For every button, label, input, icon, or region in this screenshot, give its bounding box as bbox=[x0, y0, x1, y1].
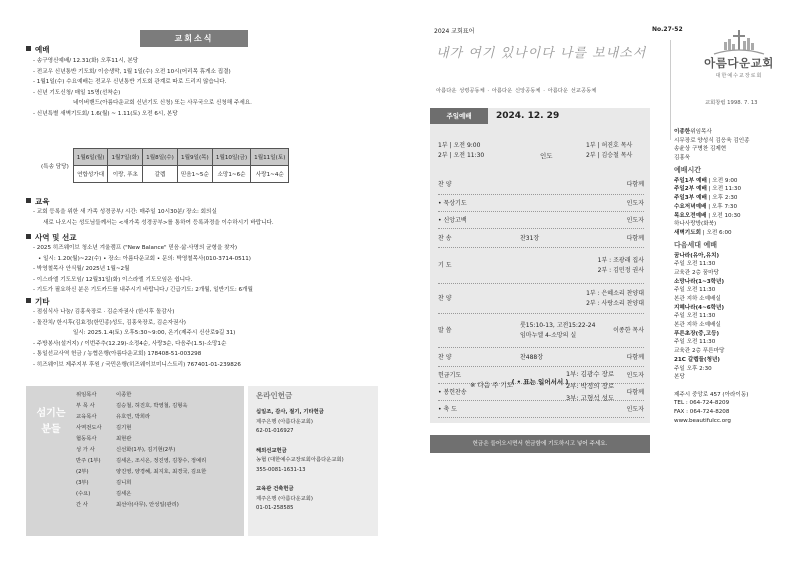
schedule-day: 1월6일(월) bbox=[73, 149, 108, 166]
side-line: 새벽기도회 | 오전 6:00 bbox=[674, 229, 732, 236]
order-row bbox=[438, 348, 644, 367]
prayer-label: ※ 다음 주 기도 bbox=[470, 381, 514, 389]
side-line: 주일 오전 11:30 bbox=[674, 313, 716, 320]
news-line: 일시: 2025.1.4(토) 오후5:30~9:00, 온기(제주시 신산로9길 31) bbox=[73, 330, 236, 337]
news-line: - 교회 등록을 위한 새 가족 성경공부/ 시간: 매주일 10시30분/ 장소: 회의실 bbox=[33, 209, 217, 215]
order-leader: 인도자 bbox=[626, 406, 644, 413]
order-leader: 인도자 bbox=[626, 200, 644, 207]
schedule-group: 믿음1~5순 bbox=[177, 166, 212, 183]
side-line: FAX : 064-724-8208 bbox=[674, 408, 730, 415]
schedule-day: 1월8일(수) bbox=[143, 149, 178, 166]
worship-date: 2024. 12. 29 bbox=[496, 111, 560, 121]
order-row bbox=[438, 284, 644, 314]
order-item: 말 씀 bbox=[438, 327, 452, 334]
staff-row: 교육목사 유호연, 박희라 bbox=[76, 414, 151, 420]
account-bank: 농협 (대한예수교장로회아름다운교회) bbox=[256, 457, 344, 463]
account-number: 62-01-016927 bbox=[256, 428, 294, 434]
order-item: • 축 도 bbox=[438, 406, 457, 413]
bulletin-number: No.27-52 bbox=[652, 26, 683, 33]
staff-row: 부 목 사 김승철, 허진호, 박영철, 김형욱 bbox=[76, 403, 188, 409]
account-number: 01-01-258585 bbox=[256, 505, 294, 511]
order-item: • 봉헌찬송 bbox=[438, 389, 467, 396]
news-line: - 주방봉사(설거지) / 이번주추(12.29)-소정4순, 사랑3순, 다음주(1.5)-소망1순 bbox=[33, 340, 227, 347]
staff-row: 사역전도사 김기현 bbox=[76, 425, 132, 431]
staff-list bbox=[76, 390, 244, 511]
news-line: • 일시: 1.20(월)~22(수) • 장소: 아름다운교회 • 문의: 박영철목사(010-3714-0511) bbox=[38, 255, 251, 262]
church-info-sidebar bbox=[674, 128, 794, 425]
side-line: 시무장로 양성식 김응욱 김인종 bbox=[674, 137, 750, 144]
offering-accounts bbox=[256, 408, 376, 514]
side-line: 주일 오전 11:30 bbox=[674, 287, 716, 294]
side-line: 본당 bbox=[674, 374, 685, 381]
schedule-day: 1월7일(화) bbox=[108, 149, 143, 166]
cross-city-icon bbox=[694, 28, 784, 56]
news-line: 새로 나오시는 성도님들께서는 <새가족 성경공부>를 통하여 등록과정을 이수하시기 바랍니다. bbox=[43, 219, 274, 226]
staff-row: 성 가 사 신선화(1부), 김기현(2부) bbox=[76, 447, 176, 453]
yearly-motto-label: 2024 교회표어 bbox=[434, 28, 475, 35]
order-row bbox=[438, 195, 644, 212]
schedule-group: 연합성가대 bbox=[73, 166, 108, 183]
side-line bbox=[674, 382, 794, 391]
side-line: 푸른초장(중,고등) bbox=[674, 330, 720, 337]
order-detail: 찬31장 bbox=[520, 235, 540, 242]
founding-date: 교회창립 1998. 7. 13 bbox=[705, 100, 758, 106]
staff-row: 간 사 최선아(사무), 안성일(관리) bbox=[76, 502, 179, 508]
side-line: 송윤상 구병찬 김제현 bbox=[674, 146, 727, 153]
church-logo bbox=[694, 28, 784, 88]
side-line: 제주시 중앙로 457 (아라이동) bbox=[674, 391, 749, 398]
side-line: TEL : 064-724-8209 bbox=[674, 400, 730, 407]
order-row bbox=[438, 174, 644, 195]
staff-row: (3부) 김니희 bbox=[76, 480, 132, 486]
news-line: - 1월1일(수) 수요예배는 전교우 신년통반 기도회 관계로 따로 드리지 않습니다. bbox=[33, 79, 227, 86]
staff-row: (수요) 김세온 bbox=[76, 491, 132, 497]
schedule-label: (특송 담당) bbox=[38, 149, 73, 183]
news-line: - 박영철목사 안식월/ 2025년 1월~2월 bbox=[33, 266, 130, 273]
news-line: - 점심식사 나눔/ 김홍욱장로 · 김순자권사 (한시후 돌감사) bbox=[33, 309, 175, 315]
order-detail: 룻15:10-13, 고전15:22-24 임마누엘 4-소망의 실 bbox=[520, 322, 596, 339]
side-heading: 예배시간 bbox=[674, 165, 702, 174]
leader-label: 인도 bbox=[540, 152, 553, 160]
section-education-title: 교육 bbox=[26, 196, 50, 207]
order-row bbox=[438, 229, 644, 248]
education-news bbox=[33, 207, 383, 228]
divider bbox=[670, 40, 671, 140]
staff-row: (2부) 양진영, 양경혜, 최지호, 최경국, 김요한 bbox=[76, 469, 207, 475]
account-bank: 제주은행 (아름다운교회) bbox=[256, 495, 313, 502]
leader-names: 1부 | 허진호 목사 2부 | 김승철 목사 bbox=[586, 142, 633, 159]
account-heading: 해외선교헌금 bbox=[256, 447, 287, 454]
schedule-group: 소망1~6순 bbox=[212, 166, 250, 183]
side-line: 목요오전예배 | 오전 10:30 bbox=[674, 212, 741, 219]
schedule-group: 갈렙 bbox=[143, 166, 178, 183]
service-times: 1부 | 오전 9:00 2부 | 오전 11:30 bbox=[438, 142, 485, 159]
right-page bbox=[400, 0, 800, 565]
order-item: • 묵상기도 bbox=[438, 200, 467, 207]
section-other-title: 기타 bbox=[26, 296, 50, 307]
order-leader: 다함께 bbox=[626, 181, 644, 188]
news-line: - 이스라엘 기도모임/ 12월31일(화) 이스라엘 기도모임은 쉽니다. bbox=[33, 276, 193, 283]
order-leader: 1부 : 조광래 집사 2부 : 김민정 권사 bbox=[597, 257, 644, 274]
side-line: 본관 지하 소예배실 bbox=[674, 296, 721, 302]
bullet-square-icon bbox=[26, 234, 31, 239]
order-row bbox=[438, 248, 644, 284]
staff-row: 반주 (1부) 김세온, 조시온, 정진영, 김창수, 정예리 bbox=[76, 458, 207, 464]
side-line: 이종한위임목사 bbox=[674, 129, 712, 135]
order-row bbox=[438, 314, 644, 348]
denomination: 대한예수교장로회 bbox=[715, 73, 763, 79]
side-line: 소망나라(1~3학년) bbox=[674, 278, 725, 285]
side-line: 주일 오전 11:30 bbox=[674, 339, 716, 346]
section-worship-title: 예배 bbox=[26, 44, 50, 55]
order-leader: 1부 : 은혜소리 찬양대 2부 : 사랑소리 찬양대 bbox=[586, 290, 644, 307]
news-line: - 신년 기도신청/ 매일 15명(선착순) bbox=[33, 89, 121, 96]
schedule-day: 1월9일(목) bbox=[177, 149, 212, 166]
staff-row: 위임목사 이종한 bbox=[76, 392, 132, 398]
order-item: 기 도 bbox=[438, 262, 452, 269]
staff-box-title: 섬기는 분들 bbox=[36, 408, 66, 435]
news-line: - 2025 히즈웨이브 청소년 겨울캠프 ("New Balance" 믿음·삶·사명의 균형을 찾자) bbox=[33, 245, 238, 251]
section-ministry-title: 사역 및 선교 bbox=[26, 232, 76, 243]
side-line: 하나사랑방(화북) bbox=[674, 221, 717, 228]
motto-script: 내가 여기 있나이다 나를 보내소서 bbox=[436, 46, 647, 61]
order-item: • 신앙고백 bbox=[438, 217, 467, 224]
church-slogan: 아름다운 성령공동체 · 아름다운 신앙공동체 · 아름다운 선교공동체 bbox=[436, 88, 597, 94]
offering-instruction: 헌금은 들어오시면서 헌금함에 기도하시고 넣어 주세요. bbox=[430, 435, 650, 453]
account-number: 355-0081-1631-13 bbox=[256, 466, 306, 473]
prayer-item: 3부: 고형석 성도 bbox=[566, 394, 615, 402]
bullet-square-icon bbox=[26, 298, 31, 303]
schedule-group: 사랑1~4순 bbox=[251, 166, 289, 183]
ministry-news bbox=[33, 243, 383, 296]
worship-header bbox=[430, 108, 650, 124]
account-bank: 제주은행 (아름다운교회) bbox=[256, 418, 313, 425]
side-line: 교육관 2층 푸른마당 bbox=[674, 348, 725, 355]
standing-note: ( • 표는 일어서서 ) bbox=[511, 378, 569, 386]
order-leader: 다함께 bbox=[626, 354, 644, 361]
news-line: - 전교우 신년통반 기도회/ 이승생막, 1월 1일(수) 오전 10시(어리목 휴게소 집결) bbox=[33, 68, 231, 75]
news-line: - 돌잔치/ 한시후(김효정(한민종)성도, 김홍욱장로, 김순자권사) bbox=[33, 319, 186, 326]
side-line: 꿈나라(유아,유치) bbox=[674, 252, 720, 259]
side-line: 주일1부 예배 | 오전 9:00 bbox=[674, 177, 738, 184]
side-heading: 다음세대 예배 bbox=[674, 240, 718, 249]
order-item: 찬 송 bbox=[438, 235, 452, 242]
online-offering-box bbox=[248, 386, 378, 536]
order-leader: 이종한 목사 bbox=[613, 327, 644, 334]
bullet-square-icon bbox=[26, 46, 31, 51]
order-item: 헌금기도 bbox=[438, 372, 462, 379]
side-line: 김홍욱 bbox=[674, 155, 691, 162]
schedule-group: 이랑, 푸초 bbox=[108, 166, 143, 183]
side-line: www.beautifulcc.org bbox=[674, 417, 731, 424]
church-name: 아름다운교회 bbox=[704, 56, 774, 70]
prayer-list bbox=[566, 368, 666, 404]
church-news-banner: 교회소식 bbox=[140, 30, 248, 47]
order-item: 찬 양 bbox=[438, 295, 452, 302]
news-line: - 송구영신예배/ 12.31(화) 오후11시, 본당 bbox=[33, 58, 139, 64]
order-leader: 다함께 bbox=[626, 235, 644, 242]
side-line: 주일 오전 11:30 bbox=[674, 261, 716, 268]
order-item: 찬 양 bbox=[438, 181, 452, 188]
staff-box bbox=[26, 386, 244, 536]
worship-title: 주일예배 bbox=[430, 108, 488, 124]
staff-row: 협동목사 최현관 bbox=[76, 436, 132, 442]
news-line: - 통일선교사역 헌금 / 농협은행(아름다운교회) 178408-51-003298 bbox=[33, 351, 202, 358]
prayer-item: 2부: 박정의 장로 bbox=[566, 382, 615, 390]
side-line: 주일 오후 2:30 bbox=[674, 365, 712, 372]
side-line: 21C 갈렙들(청년) bbox=[674, 356, 720, 363]
side-line: 지혜나라(4~6학년) bbox=[674, 304, 725, 311]
news-line: 네이버밴드(아름다운교회 신년기도 신청) 또는 사무국으로 신청해 주세요. bbox=[73, 100, 252, 107]
side-line: 수요저녁예배 | 오후 7:30 bbox=[674, 203, 738, 210]
bullet-square-icon bbox=[26, 198, 31, 203]
order-leader: 인도자 bbox=[626, 372, 644, 379]
order-detail: 찬488장 bbox=[520, 354, 544, 361]
side-line: 주일2부 예배 | 오전 11:30 bbox=[674, 186, 742, 193]
account-heading: 십일조, 감사, 절기, 기타헌금 bbox=[256, 409, 324, 415]
schedule-day: 1월11일(토) bbox=[251, 149, 289, 166]
online-offering-title: 온라인헌금 bbox=[256, 391, 293, 400]
news-line: - 신년특별 새벽기도회/ 1.6(월) ~ 1.11(토) 오전 6시, 본당 bbox=[33, 110, 178, 117]
order-leader: 인도자 bbox=[626, 217, 644, 224]
side-line: 본관 지하 소예배실 bbox=[674, 322, 721, 329]
worship-news bbox=[33, 56, 383, 120]
side-line: 주일3부 예배 | 오후 2:30 bbox=[674, 195, 738, 202]
other-news bbox=[33, 307, 383, 371]
news-line: - 히즈웨이브 제주지부 후원 / 국민은행(히즈웨이브미니스트리) 767401-01-239826 bbox=[33, 361, 241, 368]
special-song-schedule bbox=[38, 148, 289, 183]
schedule-day: 1월10일(금) bbox=[212, 149, 250, 166]
order-leader: 다함께 bbox=[626, 389, 644, 396]
side-line: 교육관 2층 꿈마당 bbox=[674, 269, 719, 276]
account-heading: 교육관 건축헌금 bbox=[256, 486, 294, 492]
news-line: - 기도가 필요하신 분은 기도카드를 내주시기 바랍니다./ 긴급기도: 2개월, 일반기도: 6개월 bbox=[33, 287, 253, 294]
order-item: 찬 양 bbox=[438, 354, 452, 361]
prayer-item: 1부: 김광수 장로 bbox=[566, 370, 615, 378]
order-row bbox=[438, 212, 644, 229]
